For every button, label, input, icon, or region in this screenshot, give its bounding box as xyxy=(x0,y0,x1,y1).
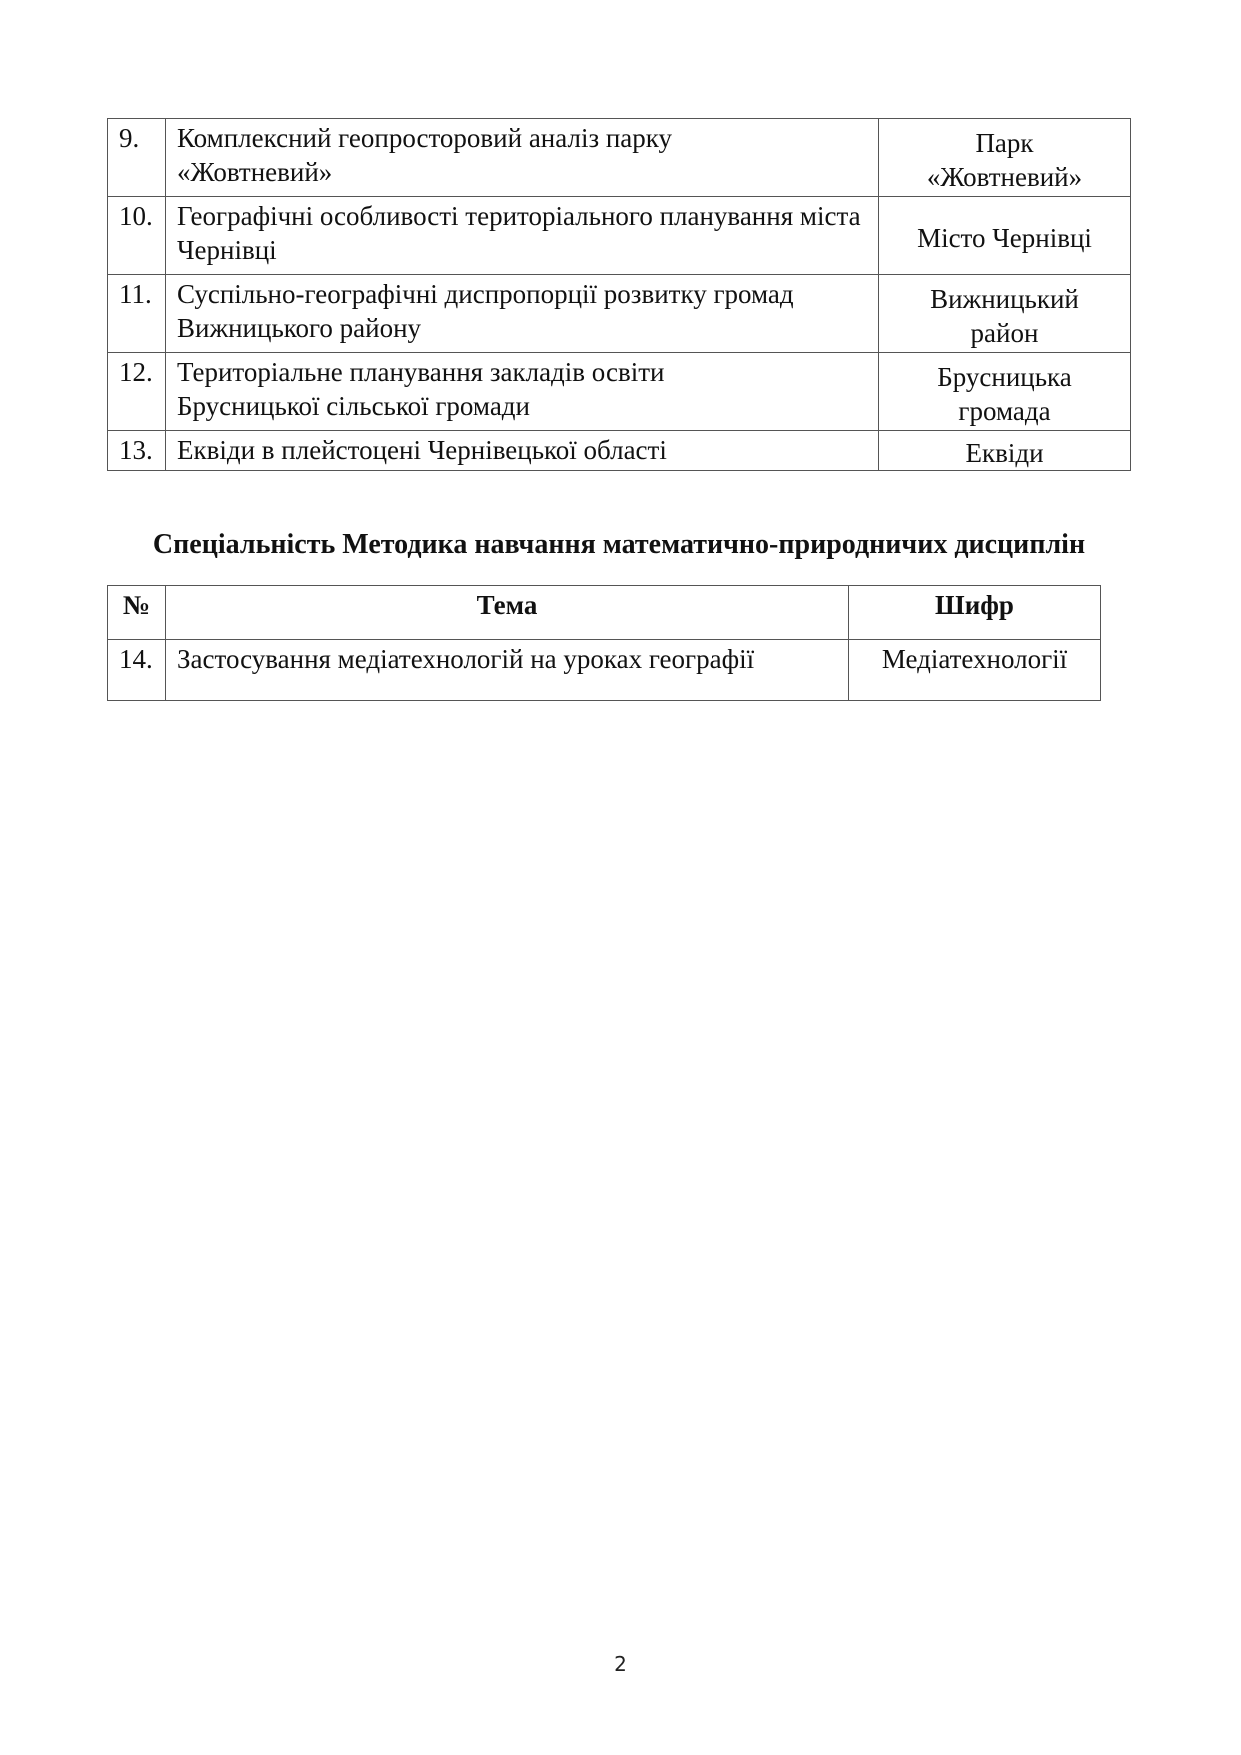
row-topic: Комплексний геопросторовий аналіз парку «Жовтневий» xyxy=(166,119,879,197)
row-topic: Суспільно-географічні диспропорції розвитку громад Вижницького району xyxy=(166,275,879,353)
row-code: Еквіди xyxy=(879,431,1131,471)
row-topic: Географічні особливості територіального планування міста Чернівці xyxy=(166,197,879,275)
specialty-heading: Спеціальність Методика навчання математично-природничих дисциплін xyxy=(152,529,1086,560)
row-topic: Територіальне планування закладів освіти Брусницької сільської громади xyxy=(166,353,879,431)
row-number: 12. xyxy=(108,353,166,431)
row-number: 11. xyxy=(108,275,166,353)
row-number: 13. xyxy=(108,431,166,471)
table-row xyxy=(108,353,1131,431)
row-code: Парк «Жовтневий» xyxy=(879,119,1131,197)
table-row xyxy=(108,640,1101,701)
table-row xyxy=(108,275,1131,353)
table-row xyxy=(108,431,1131,471)
row-number: 14. xyxy=(108,640,166,701)
header-number: № xyxy=(108,586,166,640)
row-number: 10. xyxy=(108,197,166,275)
row-code: Місто Чернівці xyxy=(879,197,1131,275)
table-row xyxy=(108,119,1131,197)
row-topic: Застосування медіатехнологій на уроках географії xyxy=(166,640,849,701)
row-number: 9. xyxy=(108,119,166,197)
table-header-row xyxy=(108,586,1101,640)
header-code: Шифр xyxy=(849,586,1101,640)
table-row xyxy=(108,197,1131,275)
row-code: Медіатехнології xyxy=(849,640,1101,701)
row-code: Брусницька громада xyxy=(879,353,1131,431)
page-number: 2 xyxy=(614,1652,627,1676)
header-topic: Тема xyxy=(166,586,849,640)
row-topic: Еквіди в плейстоцені Чернівецької області xyxy=(166,431,879,471)
method-table xyxy=(107,585,1101,701)
topics-table xyxy=(107,118,1131,471)
row-code: Вижницький район xyxy=(879,275,1131,353)
